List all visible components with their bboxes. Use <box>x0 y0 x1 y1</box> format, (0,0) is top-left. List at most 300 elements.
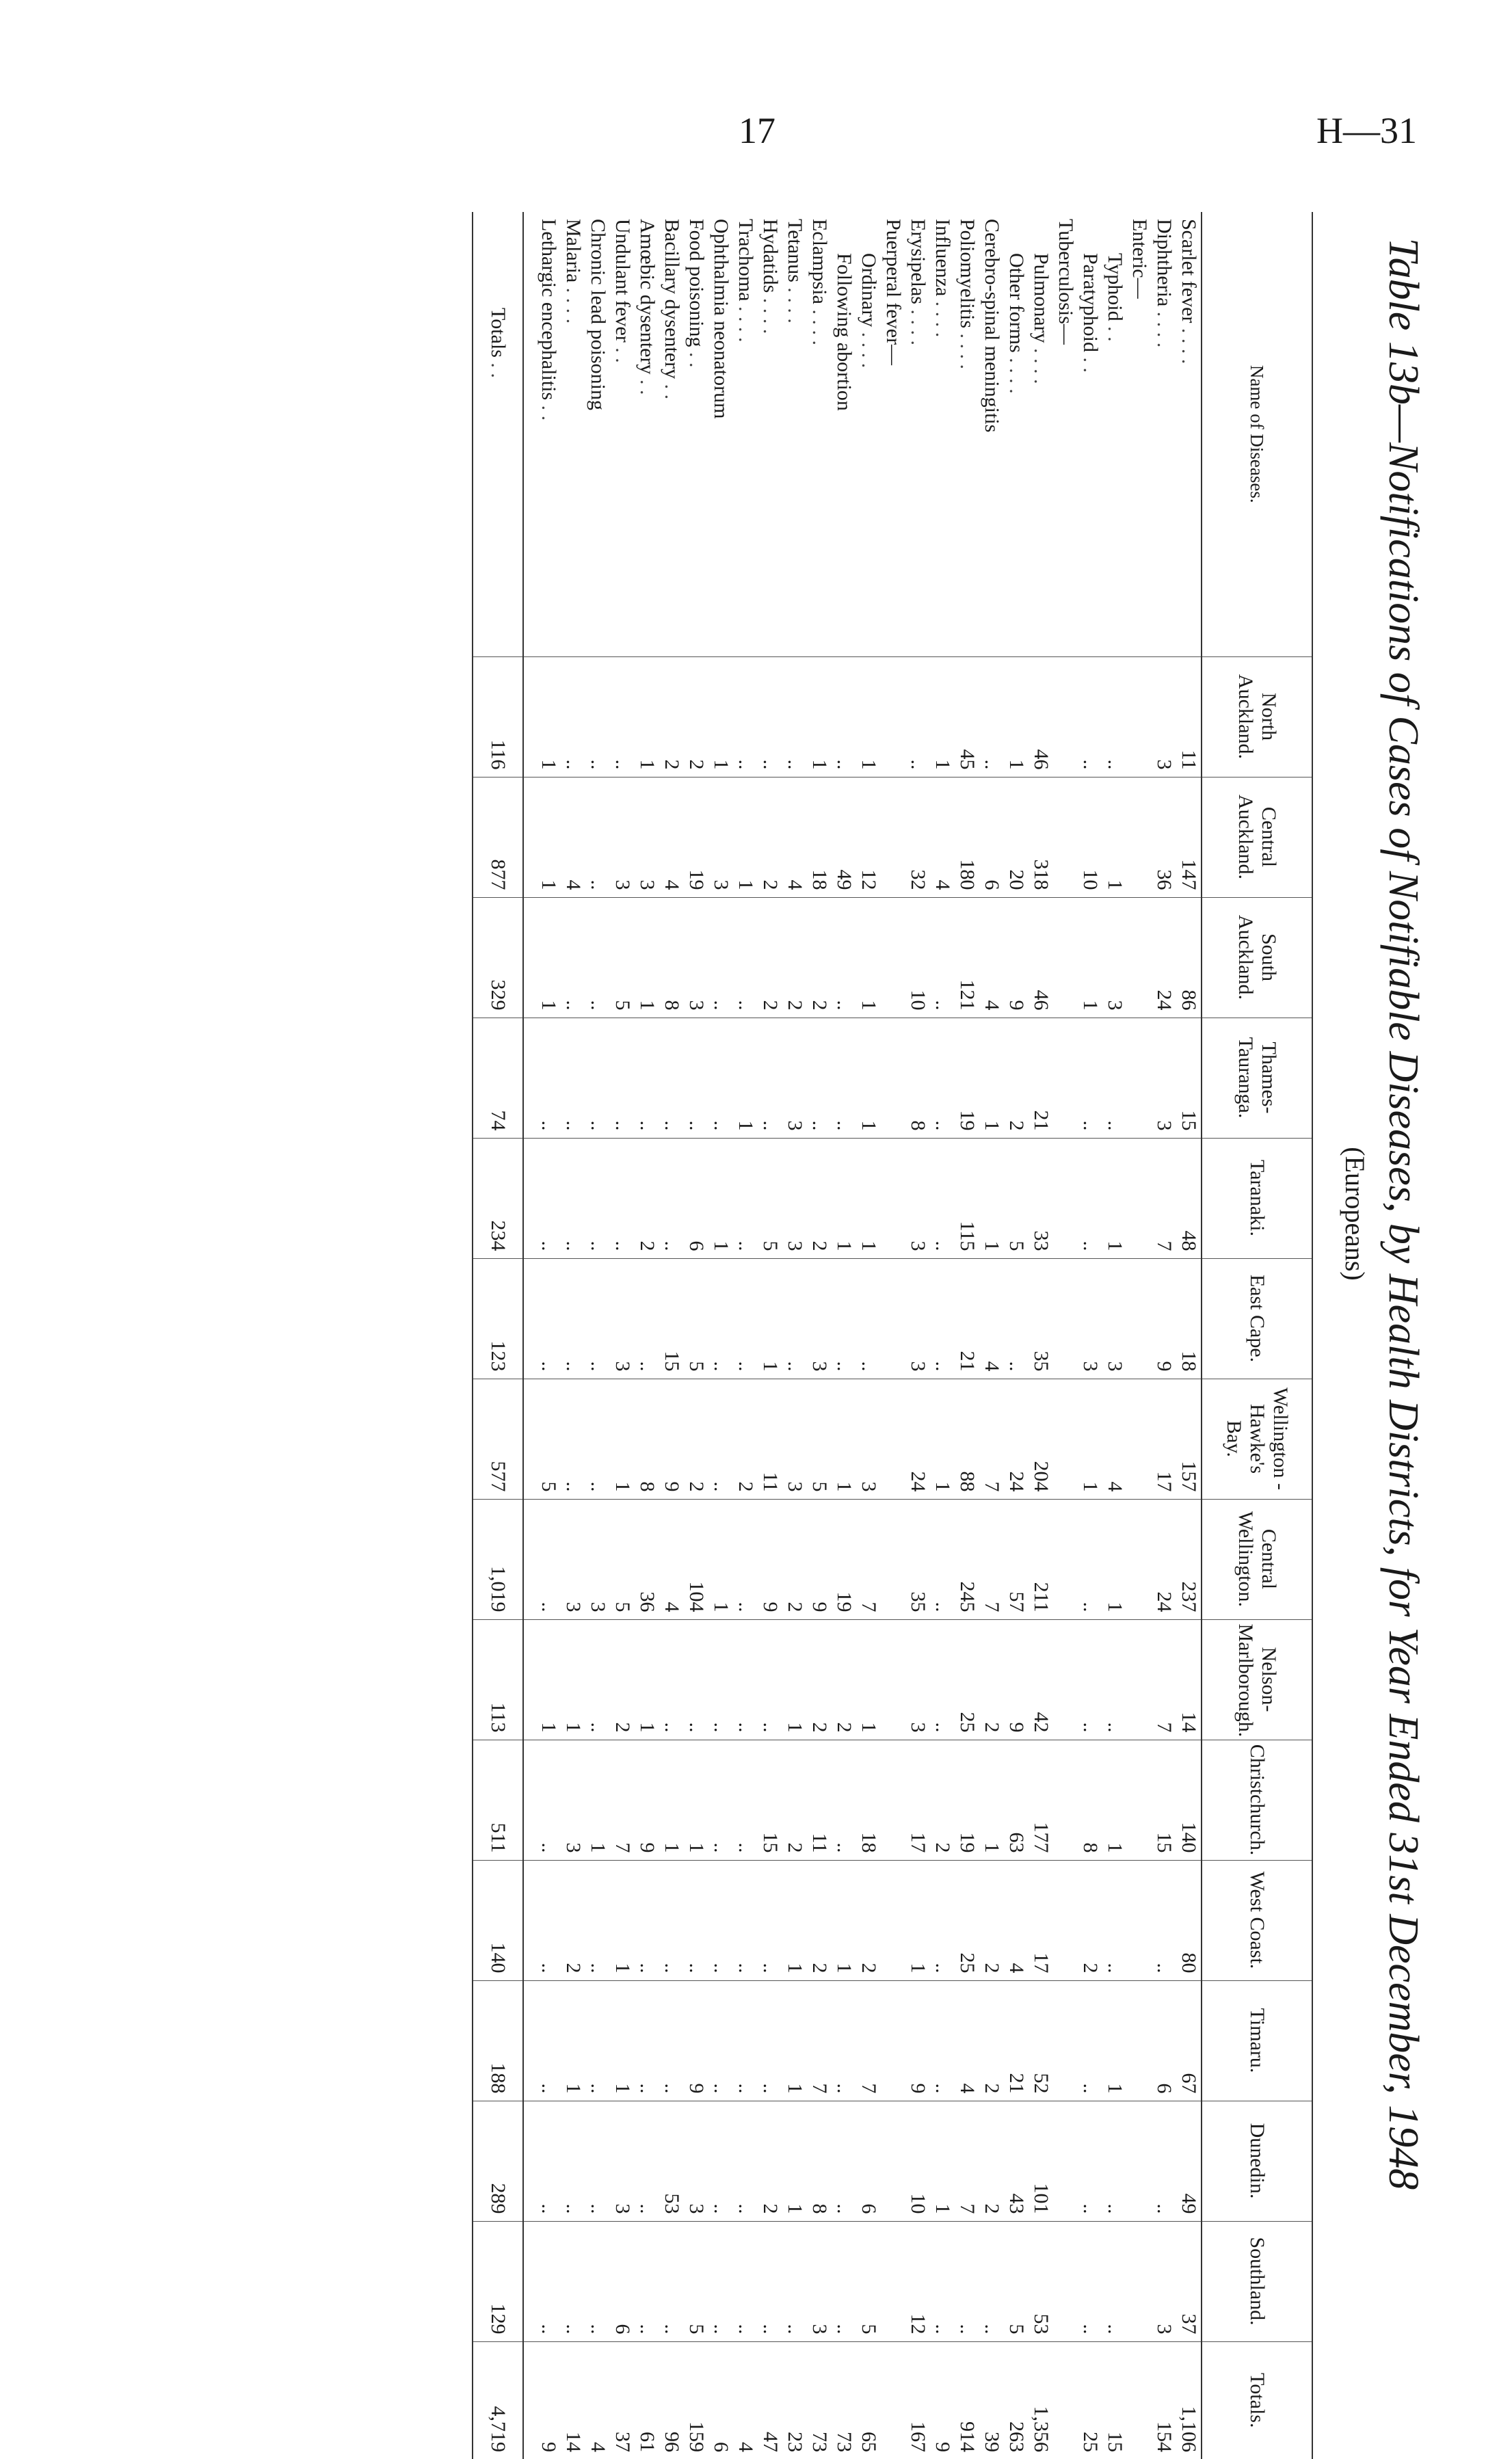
value-cell: 25 <box>955 1619 979 1740</box>
value-cell: .. <box>782 2221 807 2341</box>
leader-dots: . . <box>685 347 708 368</box>
table-subtitle: (Europeans) <box>1340 1147 1370 1281</box>
value-cell: 2 <box>1078 1860 1102 1980</box>
spacer-cell <box>523 1499 536 1619</box>
value-cell: 1 <box>1102 1740 1127 1860</box>
value-cell: 4 <box>782 777 807 897</box>
value-cell: 3 <box>905 1619 930 1740</box>
table-row <box>635 212 659 2459</box>
value-cell: 24 <box>1004 1379 1029 1499</box>
value-cell: .. <box>955 2221 979 2341</box>
value-cell: .. <box>659 1138 684 1258</box>
value-cell <box>881 1379 905 1499</box>
value-cell: 7 <box>979 1379 1004 1499</box>
leader-dots: . . . . <box>734 301 757 343</box>
value-cell: .. <box>782 656 807 777</box>
value-cell: 2 <box>758 897 782 1018</box>
value-cell: .. <box>635 2221 659 2341</box>
leader-dots: . . . . <box>858 327 880 369</box>
value-cell: 6 <box>684 1138 708 1258</box>
value-cell: .. <box>930 2221 955 2341</box>
value-cell <box>881 1499 905 1619</box>
value-cell <box>1053 2101 1078 2221</box>
value-cell: .. <box>1078 1018 1102 1138</box>
value-cell: .. <box>585 1258 610 1379</box>
value-cell: 24 <box>1152 1499 1176 1619</box>
value-cell: .. <box>758 1619 782 1740</box>
table-row <box>930 212 955 2459</box>
value-cell: 1 <box>807 656 832 777</box>
value-cell: 1 <box>856 1018 881 1138</box>
value-cell: 1 <box>1102 777 1127 897</box>
value-cell: 2 <box>807 1860 832 1980</box>
value-cell <box>1053 1499 1078 1619</box>
value-cell: 3 <box>1078 1258 1102 1379</box>
value-cell: 7 <box>1152 1138 1176 1258</box>
value-cell: 9 <box>930 2341 955 2459</box>
page-number: 17 <box>739 110 775 151</box>
leader-dots: . . <box>1104 321 1126 342</box>
value-cell: 1 <box>930 1379 955 1499</box>
value-cell <box>1127 777 1152 897</box>
disease-name: Scarlet fever <box>1178 219 1200 323</box>
value-cell: 2 <box>979 1980 1004 2101</box>
spacer-cell <box>523 656 536 777</box>
value-cell: 49 <box>1176 2101 1202 2221</box>
value-cell: 3 <box>905 1258 930 1379</box>
value-cell: .. <box>930 1499 955 1619</box>
value-cell: 5 <box>536 1379 561 1499</box>
value-cell: 4 <box>930 777 955 897</box>
value-cell: 1 <box>708 1499 733 1619</box>
value-cell: 10 <box>905 897 930 1018</box>
value-cell: 19 <box>955 1740 979 1860</box>
value-cell: .. <box>733 1138 758 1258</box>
value-cell <box>1053 1740 1078 1860</box>
value-cell: .. <box>708 2101 733 2221</box>
disease-name: Eclampsia <box>808 219 831 304</box>
leader-dots: . . . . <box>931 296 954 338</box>
spacer-cell <box>523 1138 536 1258</box>
value-cell: .. <box>536 1740 561 1860</box>
value-cell: 14 <box>1176 1619 1202 1740</box>
value-cell: .. <box>561 1138 585 1258</box>
value-cell: .. <box>1078 656 1102 777</box>
value-cell: 6 <box>610 2221 635 2341</box>
value-cell: 1 <box>905 1860 930 1980</box>
value-cell: 1 <box>1078 897 1102 1018</box>
table-row <box>1004 212 1029 2459</box>
value-cell: 96 <box>659 2341 684 2459</box>
value-cell: 4 <box>979 1258 1004 1379</box>
value-cell: 914 <box>955 2341 979 2459</box>
value-cell: .. <box>708 1980 733 2101</box>
value-cell: .. <box>708 897 733 1018</box>
value-cell <box>881 1980 905 2101</box>
totals-row <box>473 212 523 2459</box>
value-cell: .. <box>733 1619 758 1740</box>
value-cell: .. <box>930 1980 955 2101</box>
leader-dots: . . . . <box>1030 343 1052 384</box>
disease-name-cell <box>684 212 708 656</box>
value-cell: 36 <box>635 1499 659 1619</box>
disease-name-cell <box>807 212 832 656</box>
value-cell: 15 <box>659 1258 684 1379</box>
value-cell: 19 <box>955 1018 979 1138</box>
value-cell: 140 <box>473 1860 523 1980</box>
column-header: Wellington - Hawke's Bay. <box>1202 1379 1312 1499</box>
value-cell: 1 <box>832 1138 856 1258</box>
value-cell: 1 <box>610 1379 635 1499</box>
value-cell: 245 <box>955 1499 979 1619</box>
value-cell: .. <box>1152 1860 1176 1980</box>
value-cell: 4 <box>979 897 1004 1018</box>
disease-name-cell <box>782 212 807 656</box>
value-cell: 9 <box>905 1980 930 2101</box>
disease-name: Chronic lead poisoning <box>587 219 609 410</box>
leader-dots: . . . . <box>562 282 585 324</box>
value-cell: 1 <box>561 1619 585 1740</box>
disease-name: Enteric— <box>1128 219 1151 299</box>
value-cell: 2 <box>979 2101 1004 2221</box>
value-cell: 234 <box>473 1138 523 1258</box>
value-cell: 3 <box>561 1740 585 1860</box>
disease-name-cell <box>1152 212 1176 656</box>
value-cell: 8 <box>807 2101 832 2221</box>
disease-name-cell <box>610 212 635 656</box>
value-cell: 5 <box>758 1138 782 1258</box>
value-cell: 48 <box>1176 1138 1202 1258</box>
value-cell: 8 <box>659 897 684 1018</box>
column-header: Dunedin. <box>1202 2101 1312 2221</box>
column-header: Southland. <box>1202 2221 1312 2341</box>
value-cell: .. <box>561 897 585 1018</box>
value-cell <box>881 2221 905 2341</box>
value-cell: .. <box>1078 2221 1102 2341</box>
value-cell <box>881 1258 905 1379</box>
value-cell: .. <box>979 2221 1004 2341</box>
value-cell: 6 <box>708 2341 733 2459</box>
value-cell: 57 <box>1004 1499 1029 1619</box>
value-cell: 2 <box>758 2101 782 2221</box>
value-cell: .. <box>1102 1619 1127 1740</box>
value-cell: 2 <box>782 1740 807 1860</box>
value-cell: 6 <box>856 2101 881 2221</box>
table-row <box>1102 212 1127 2459</box>
leader-dots: . . . . <box>759 293 782 334</box>
value-cell: 1 <box>536 897 561 1018</box>
disease-name: Pulmonary <box>1030 253 1052 343</box>
value-cell: .. <box>585 777 610 897</box>
value-cell: 9 <box>1152 1258 1176 1379</box>
value-cell: 4,719 <box>473 2341 523 2459</box>
value-cell: 1 <box>536 656 561 777</box>
value-cell: 1 <box>832 1860 856 1980</box>
table-row <box>733 212 758 2459</box>
value-cell: 121 <box>955 897 979 1018</box>
value-cell: 1 <box>1102 1138 1127 1258</box>
value-cell: 2 <box>758 777 782 897</box>
value-cell: 1 <box>1102 1499 1127 1619</box>
value-cell <box>1053 1379 1078 1499</box>
value-cell: 3 <box>856 1379 881 1499</box>
value-cell: .. <box>832 656 856 777</box>
disease-name-cell <box>832 212 856 656</box>
value-cell: 6 <box>979 777 1004 897</box>
value-cell: 17 <box>1029 1860 1053 1980</box>
value-cell: .. <box>684 1619 708 1740</box>
value-cell: .. <box>930 1619 955 1740</box>
value-cell: .. <box>708 2221 733 2341</box>
spacer-cell <box>523 2341 536 2459</box>
value-cell: 32 <box>905 777 930 897</box>
value-cell: 116 <box>473 656 523 777</box>
value-cell: .. <box>585 1138 610 1258</box>
value-cell: 211 <box>1029 1499 1053 1619</box>
value-cell: 5 <box>610 1499 635 1619</box>
value-cell <box>881 2341 905 2459</box>
value-cell: 2 <box>561 1860 585 1980</box>
value-cell: 2 <box>979 1860 1004 1980</box>
value-cell: .. <box>708 1379 733 1499</box>
table-body <box>473 212 1202 2459</box>
disease-name: Puerperal fever— <box>882 219 905 366</box>
value-cell: 19 <box>832 1499 856 1619</box>
value-cell: .. <box>930 1138 955 1258</box>
value-cell <box>881 2101 905 2221</box>
table-row <box>536 212 561 2459</box>
value-cell: 1 <box>610 1980 635 2101</box>
disease-name: Erysipelas <box>907 219 929 304</box>
value-cell: 33 <box>1029 1138 1053 1258</box>
value-cell: 2 <box>782 897 807 1018</box>
disease-name-cell <box>708 212 733 656</box>
value-cell: 5 <box>1004 1138 1029 1258</box>
value-cell: 1 <box>832 1379 856 1499</box>
value-cell: 1 <box>856 656 881 777</box>
disease-name-cell <box>905 212 930 656</box>
value-cell: .. <box>536 1860 561 1980</box>
spacer-cell <box>523 1258 536 1379</box>
value-cell: .. <box>536 1258 561 1379</box>
value-cell: 15 <box>1176 1018 1202 1138</box>
table-row <box>708 212 733 2459</box>
value-cell: 5 <box>1004 2221 1029 2341</box>
value-cell: 73 <box>807 2341 832 2459</box>
value-cell: 2 <box>782 1499 807 1619</box>
value-cell: 1 <box>536 777 561 897</box>
value-cell <box>1127 1740 1152 1860</box>
value-cell: 1 <box>635 656 659 777</box>
value-cell: 43 <box>1004 2101 1029 2221</box>
table-row <box>1029 212 1053 2459</box>
value-cell: 8 <box>905 1018 930 1138</box>
column-header: West Coast. <box>1202 1860 1312 1980</box>
value-cell: 5 <box>856 2221 881 2341</box>
value-cell: .. <box>832 1258 856 1379</box>
value-cell: 1 <box>733 1018 758 1138</box>
value-cell <box>881 1619 905 1740</box>
table-row <box>1127 212 1152 2459</box>
value-cell: 2 <box>659 656 684 777</box>
value-cell: .. <box>1004 1258 1029 1379</box>
value-cell: 21 <box>1004 1980 1029 2101</box>
disease-name: Lethargic encephalitis <box>538 219 560 401</box>
value-cell: .. <box>585 897 610 1018</box>
value-cell: 52 <box>1029 1980 1053 2101</box>
value-cell: 1 <box>536 1619 561 1740</box>
value-cell <box>1053 1258 1078 1379</box>
value-cell: .. <box>733 1860 758 1980</box>
value-cell: .. <box>905 656 930 777</box>
value-cell <box>881 777 905 897</box>
disease-name: Malaria <box>562 219 585 283</box>
table-row <box>1176 212 1202 2459</box>
spacer-cell <box>523 1018 536 1138</box>
value-cell: 9 <box>807 1499 832 1619</box>
value-cell: .. <box>536 1980 561 2101</box>
leader-dots: . . . . <box>1178 323 1200 364</box>
value-cell: 1 <box>782 1860 807 1980</box>
value-cell: 18 <box>807 777 832 897</box>
value-cell: .. <box>610 1138 635 1258</box>
value-cell: 7 <box>856 1980 881 2101</box>
value-cell: 167 <box>905 2341 930 2459</box>
value-cell: 237 <box>1176 1499 1202 1619</box>
value-cell: 123 <box>473 1258 523 1379</box>
value-cell: 3 <box>782 1018 807 1138</box>
value-cell <box>881 897 905 1018</box>
value-cell: 3 <box>1102 1258 1127 1379</box>
value-cell: 9 <box>684 1980 708 2101</box>
disease-name-cell <box>1102 212 1127 656</box>
spacer-cell <box>523 897 536 1018</box>
value-cell: .. <box>1102 2221 1127 2341</box>
value-cell: 877 <box>473 777 523 897</box>
column-header: East Cape. <box>1202 1258 1312 1379</box>
value-cell: 577 <box>473 1379 523 1499</box>
leader-dots: . . <box>538 400 560 421</box>
value-cell <box>1127 897 1152 1018</box>
value-cell: .. <box>832 897 856 1018</box>
value-cell: 2 <box>733 1379 758 1499</box>
disease-name: Amœbic dysentery <box>636 219 659 375</box>
value-cell: .. <box>758 2221 782 2341</box>
value-cell: 4 <box>659 777 684 897</box>
value-cell: .. <box>659 1018 684 1138</box>
value-cell: .. <box>585 1379 610 1499</box>
value-cell: 3 <box>782 1138 807 1258</box>
value-cell: 1 <box>782 1619 807 1740</box>
value-cell: 177 <box>1029 1740 1053 1860</box>
table-row <box>1078 212 1102 2459</box>
value-cell: 7 <box>807 1980 832 2101</box>
value-cell <box>1053 777 1078 897</box>
value-cell: 36 <box>1152 777 1176 897</box>
disease-name: Totals <box>487 308 509 358</box>
value-cell <box>1127 1619 1152 1740</box>
value-cell <box>881 1860 905 1980</box>
disease-name: Food poisoning <box>685 219 708 347</box>
value-cell: 1 <box>1078 1379 1102 1499</box>
value-cell: .. <box>659 1860 684 1980</box>
value-cell: 5 <box>610 897 635 1018</box>
value-cell <box>1127 1980 1152 2101</box>
value-cell: 42 <box>1029 1619 1053 1740</box>
column-header: Thames-Tauranga. <box>1202 1018 1312 1138</box>
value-cell: 4 <box>561 777 585 897</box>
column-header: Timaru. <box>1202 1980 1312 2101</box>
table-row <box>758 212 782 2459</box>
value-cell: 46 <box>1029 656 1053 777</box>
value-cell: 3 <box>807 1258 832 1379</box>
value-cell: 5 <box>684 1258 708 1379</box>
table-row <box>807 212 832 2459</box>
value-cell: 8 <box>1078 1740 1102 1860</box>
document-code: H—31 <box>1316 110 1417 151</box>
value-cell: 15 <box>758 1740 782 1860</box>
value-cell: 9 <box>536 2341 561 2459</box>
value-cell: 4 <box>955 1980 979 2101</box>
value-cell: 1 <box>708 656 733 777</box>
value-cell: 86 <box>1176 897 1202 1018</box>
value-cell: 1 <box>635 1619 659 1740</box>
table-row <box>659 212 684 2459</box>
value-cell: .. <box>708 1018 733 1138</box>
value-cell: 129 <box>473 2221 523 2341</box>
value-cell: .. <box>585 2101 610 2221</box>
spacer-cell <box>523 212 536 656</box>
value-cell: 3 <box>1152 1018 1176 1138</box>
value-cell: .. <box>1078 1619 1102 1740</box>
column-header: North Auckland. <box>1202 656 1312 777</box>
value-cell: .. <box>536 1138 561 1258</box>
value-cell: 1 <box>1102 1980 1127 2101</box>
value-cell <box>881 1018 905 1138</box>
value-cell: 61 <box>635 2341 659 2459</box>
value-cell: .. <box>635 2101 659 2221</box>
value-cell: 3 <box>782 1379 807 1499</box>
value-cell: 12 <box>856 777 881 897</box>
value-cell: .. <box>733 2101 758 2221</box>
value-cell: .. <box>733 1258 758 1379</box>
value-cell: .. <box>733 1740 758 1860</box>
spacer-cell <box>523 1980 536 2101</box>
value-cell: .. <box>610 1018 635 1138</box>
value-cell: .. <box>585 1980 610 2101</box>
column-header: Nelson-Marlborough. <box>1202 1619 1312 1740</box>
value-cell: .. <box>585 656 610 777</box>
value-cell: 318 <box>1029 777 1053 897</box>
value-cell: .. <box>832 1740 856 1860</box>
disease-name: Ophthalmia neonatorum <box>710 219 732 419</box>
value-cell: .. <box>856 1258 881 1379</box>
value-cell: 3 <box>1152 2221 1176 2341</box>
disease-name: Trachoma <box>734 219 757 302</box>
disease-name-cell <box>979 212 1004 656</box>
disease-name: Ordinary <box>858 253 880 328</box>
value-cell: 15 <box>1152 1740 1176 1860</box>
value-cell: 23 <box>782 2341 807 2459</box>
value-cell: 53 <box>1029 2221 1053 2341</box>
value-cell: .. <box>782 1258 807 1379</box>
value-cell: .. <box>930 1018 955 1138</box>
value-cell: 2 <box>807 1619 832 1740</box>
value-cell: 2 <box>635 1138 659 1258</box>
value-cell <box>1127 2341 1152 2459</box>
column-header: Totals. <box>1202 2341 1312 2459</box>
leader-dots: . . <box>1079 351 1102 373</box>
